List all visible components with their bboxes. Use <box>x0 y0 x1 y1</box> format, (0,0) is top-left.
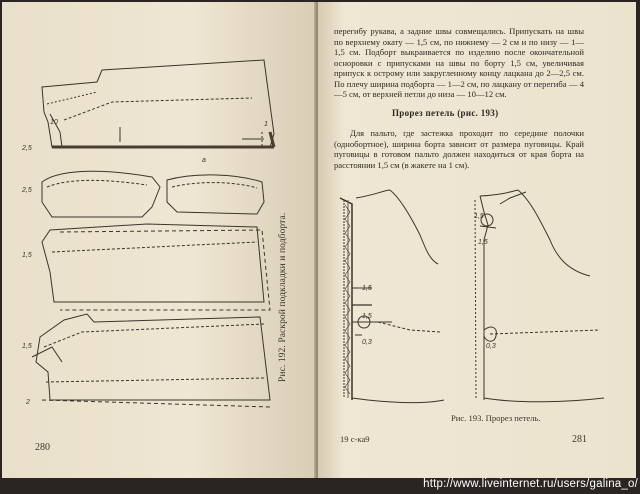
label-fig193-1-5-c: 1,5 <box>474 213 484 220</box>
paragraph-2: Для пальто, где застежка проходит по середине полочки (однобортное), ширина борта зависит от размера пуговицы. Край пуговицы в готовом пальто должен находиться от края борта на расстоянии 1,5 см (в жакете на 1 см). <box>334 128 584 170</box>
page-number-left: 280 <box>35 442 50 453</box>
pattern-piece-back <box>42 224 264 302</box>
label-fig193-0-3-a: 0,3 <box>362 339 372 346</box>
page-number-right: 281 <box>572 434 587 445</box>
label-2-5-b: 2,5 <box>22 187 32 194</box>
pattern-piece-top <box>42 60 274 147</box>
label-1-5-b: 1,5 <box>22 343 32 350</box>
figure-193-caption: Рис. 193. Прорез петель. <box>451 413 541 423</box>
paragraph-1: перегибу рукава, а задние швы совмещались. Припускать на швы по верхнему окату — 1,5 см, по нижнему — 2 см и по низу — 1—1,5 см. Подборт выкраивается по изделию после окончательной осноровки с припусками на швы по борту 1,5 см, увеличивая припуск к острому или закругленному концу лацкана до 2—2,5 см. По плечу ширина подборта — 1—2 см, по лацкану от перегиба — 4—5 см, от верхней петли до низа — 10—12 см. <box>334 26 584 99</box>
left-page <box>2 2 316 478</box>
source-watermark: http://www.liveinternet.ru/users/galina_o/ <box>423 478 638 490</box>
pattern-drawing-192 <box>2 2 316 478</box>
label-fig193-0-3-b: 0,3 <box>486 343 496 350</box>
pattern-piece-front <box>36 314 270 400</box>
pattern-piece-sleeve-right <box>167 175 264 214</box>
label-1-5-a: 1,5 <box>22 252 32 259</box>
label-10: 10 <box>50 119 58 126</box>
label-2-5-a: 2,5 <box>22 145 32 152</box>
label-fig193-1-5-b: 1,5 <box>362 313 372 320</box>
figure-192-caption: Рис. 192. Раскрой подкладки и подборта. <box>278 212 288 382</box>
pattern-piece-sleeve-left <box>42 171 160 217</box>
label-a: а <box>202 157 206 164</box>
section-heading: Прорез петель (рис. 193) <box>392 108 499 118</box>
printer-signature: 19 с-ка9 <box>340 434 370 444</box>
label-2: 2 <box>26 399 30 406</box>
label-1: 1 <box>264 121 268 128</box>
label-fig193-1-5-a: 1,5 <box>362 285 372 292</box>
label-fig193-1-5-d: 1,5 <box>478 239 488 246</box>
